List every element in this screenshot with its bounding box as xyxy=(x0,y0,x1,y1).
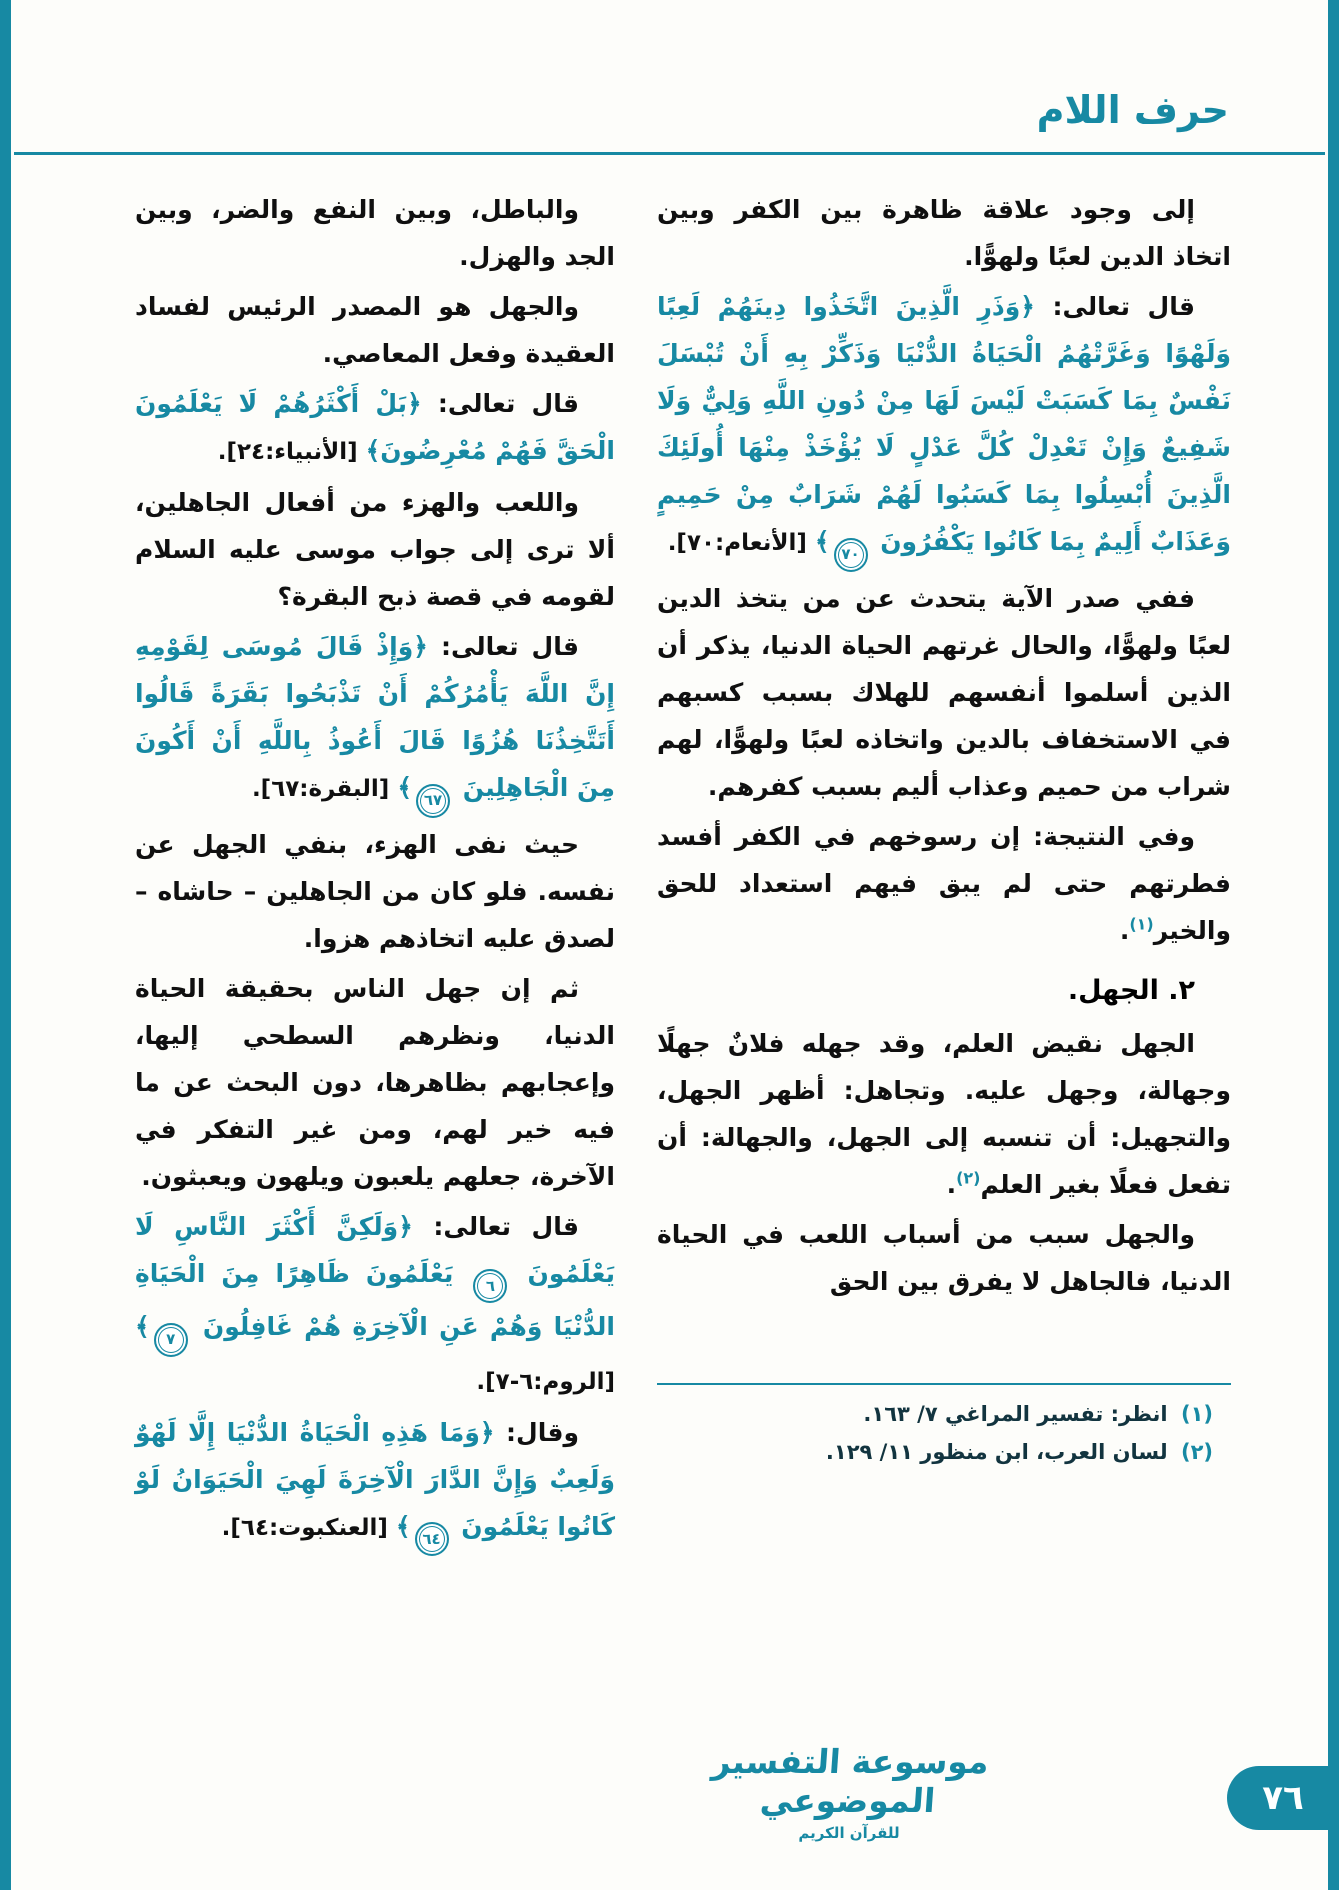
ayah-number-badge: ٧٠ xyxy=(834,538,868,572)
ayah-number-badge: ٦٧ xyxy=(416,784,450,818)
footnote-ref: (١) xyxy=(1129,914,1154,934)
paragraph xyxy=(135,186,615,280)
paragraph xyxy=(657,186,1231,280)
footnote-ref: (٢) xyxy=(956,1168,981,1188)
paragraph xyxy=(135,1409,615,1557)
chapter-header-title: حرف اللام xyxy=(1036,88,1229,132)
footnote-item xyxy=(657,1395,1231,1433)
body-text: ففي صدر الآية يتحدث عن من يتخذ الدين لعبًا ولهوًّا، والحال غرتهم الحياة الدنيا، يذكر أن الذين أسلموا أنفسهم للهلاك بسبب كسبهم في الاستخفاف بالدين واتخاذه لعبًا ولهوًّا، لهم شراب من حميم وعذاب أليم بسبب كفرهم. xyxy=(657,583,1231,801)
ayah-number-badge: ٧ xyxy=(154,1323,188,1357)
page-content xyxy=(135,186,1231,1559)
body-text: إلى وجود علاقة ظاهرة بين الكفر وبين اتخاذ الدين لعبًا ولهوًّا. xyxy=(657,195,1231,271)
quran-verse: ﴿وَلَكِنَّ أَكْثَرَ النَّاسِ لَا يَعْلَمُونَ xyxy=(135,1211,615,1288)
footnote-marker: (٢) xyxy=(1180,1440,1213,1464)
paragraph xyxy=(657,813,1231,954)
paragraph xyxy=(657,1020,1231,1208)
paragraph xyxy=(135,380,615,476)
verse-reference: [العنكبوت:٦٤]. xyxy=(221,1514,396,1541)
footnotes-block xyxy=(657,1369,1231,1471)
quran-verse: ﴿وَمَا هَذِهِ الْحَيَاةُ الدُّنْيَا إِلَّا لَهْوٌ وَلَعِبٌ وَإِنَّ الدَّارَ الْآخِرَةَ لَهِيَ الْحَيَوَانُ لَوْ كَانُوا يَعْلَمُونَ xyxy=(135,1417,615,1541)
body-text: قال تعالى: xyxy=(427,632,580,661)
body-text: قال تعالى: xyxy=(1034,292,1195,321)
paragraph xyxy=(135,623,615,818)
page-number: ٧٦ xyxy=(1262,1778,1304,1818)
footnote-text: لسان العرب، ابن منظور ١١/ ١٢٩. xyxy=(825,1440,1168,1464)
quran-verse: ﴿بَلْ أَكْثَرُهُمْ لَا يَعْلَمُونَ الْحَقَّ فَهُمْ مُعْرِضُونَ﴾ xyxy=(135,389,615,465)
section-heading xyxy=(657,967,1231,1014)
footnote-divider xyxy=(657,1383,1231,1385)
verse-reference: [الروم:٦-٧]. xyxy=(476,1368,615,1395)
body-text: حيث نفى الهزء، بنفي الجهل عن نفسه. فلو كان من الجاهلين – حاشاه – لصدق عليه اتخاذهم هزوا. xyxy=(135,829,615,953)
paragraph xyxy=(135,965,615,1200)
page-edge-decoration-right xyxy=(1328,0,1339,1890)
body-text: . xyxy=(946,1169,957,1199)
paragraph xyxy=(135,821,615,962)
ayah-number-badge: ٦ xyxy=(473,1269,507,1303)
paragraph xyxy=(135,283,615,377)
paragraph xyxy=(657,1211,1231,1305)
quran-verse: يَعْلَمُونَ ظَاهِرًا مِنَ الْحَيَاةِ الدُّنْيَا وَهُمْ عَنِ الْآخِرَةِ هُمْ غَافِلُونَ xyxy=(135,1258,615,1341)
paragraph xyxy=(657,283,1231,572)
body-text: . xyxy=(1119,915,1130,945)
body-text: والباطل، وبين النفع والضر، وبين الجد والهزل. xyxy=(135,195,615,271)
body-text: قال تعالى: xyxy=(412,1211,580,1241)
body-text: وقال: xyxy=(494,1417,579,1447)
column-left xyxy=(135,186,615,1559)
footnote-marker: (١) xyxy=(1180,1402,1213,1426)
body-text: ثم إن جهل الناس بحقيقة الحياة الدنيا، ونظرهم السطحي إليها، وإعجابهم بظاهرها، دون البحث عن ما فيه خير لهم، ومن غير التفكر في الآخرة، جعلهم يلعبون ويلهون ويعبثون. xyxy=(135,973,615,1191)
paragraph xyxy=(135,479,615,620)
quran-verse: ﴾ xyxy=(814,527,830,556)
verse-reference: [البقرة:٦٧]. xyxy=(251,776,398,802)
verse-reference: [الأنعام:٧٠]. xyxy=(667,530,815,556)
page-number-tab xyxy=(1227,1766,1339,1830)
body-text: الجهل نقيض العلم، وقد جهله فلانٌ جهلًا وجهالة، وجهل عليه. وتجاهل: أظهر الجهل، والتجهيل: أن تنسبه إلى الجهل، والجهالة: أن تفعل فعلًا بغير العلم xyxy=(657,1028,1231,1199)
footnote-text: انظر: تفسير المراغي ٧/ ١٦٣. xyxy=(863,1402,1168,1426)
body-text: وفي النتيجة: إن رسوخهم في الكفر أفسد فطرتهم حتى لم يبق فيهم استعداد للحق والخير xyxy=(657,821,1231,945)
paragraph xyxy=(135,1203,615,1406)
body-text: ٢. الجهل. xyxy=(1067,974,1195,1006)
paragraph xyxy=(657,575,1231,810)
publisher-calligraphy-logo xyxy=(689,1742,1009,1842)
header-rule xyxy=(14,152,1325,155)
quran-verse: ﴾ xyxy=(135,1312,150,1341)
logo-title: موسوعة التفسير الموضوعي xyxy=(710,1742,991,1820)
column-right xyxy=(657,186,1231,1471)
ayah-number-badge: ٦٤ xyxy=(415,1522,449,1556)
verse-reference: [الأنبياء:٢٤]. xyxy=(217,439,366,465)
body-text: والجهل هو المصدر الرئيس لفساد العقيدة وفعل المعاصي. xyxy=(135,292,615,368)
quran-verse: ﴾ xyxy=(395,1511,411,1541)
quran-verse: ﴿وَإِذْ قَالَ مُوسَى لِقَوْمِهِ إِنَّ اللَّهَ يَأْمُرُكُمْ أَنْ تَذْبَحُوا بَقَرَةً قَالُوا أَتَتَّخِذُنَا هُزُوًا قَالَ أَعُوذُ بِاللَّهِ أَنْ أَكُونَ مِنَ الْجَاهِلِينَ xyxy=(135,632,615,802)
page-edge-decoration-left xyxy=(0,0,11,1890)
quran-verse: ﴾ xyxy=(397,773,412,802)
body-text: واللعب والهزء من أفعال الجاهلين، ألا ترى إلى جواب موسى عليه السلام لقومه في قصة ذبح البقرة؟ xyxy=(135,488,615,611)
body-text: قال تعالى: xyxy=(421,389,579,418)
logo-subtitle: للقرآن الكريم xyxy=(798,1824,900,1842)
quran-verse: ﴿وَذَرِ الَّذِينَ اتَّخَذُوا دِينَهُمْ لَعِبًا وَلَهْوًا وَغَرَّتْهُمُ الْحَيَاةُ الدُّنْيَا وَذَكِّرْ بِهِ أَنْ تُبْسَلَ نَفْسٌ بِمَا كَسَبَتْ لَيْسَ لَهَا مِنْ دُونِ اللَّهِ وَلِيٌّ وَلَا شَفِيعٌ وَإِنْ تَعْدِلْ كُلَّ عَدْلٍ لَا يُؤْخَذْ مِنْهَا أُولَئِكَ الَّذِينَ أُبْسِلُوا بِمَا كَسَبُوا لَهُمْ شَرَابٌ مِنْ حَمِيمٍ وَعَذَابٌ أَلِيمٌ بِمَا كَانُوا يَكْفُرُونَ xyxy=(657,292,1231,556)
body-text: والجهل سبب من أسباب اللعب في الحياة الدنيا، فالجاهل لا يفرق بين الحق xyxy=(657,1219,1231,1296)
footnote-item xyxy=(657,1433,1231,1471)
